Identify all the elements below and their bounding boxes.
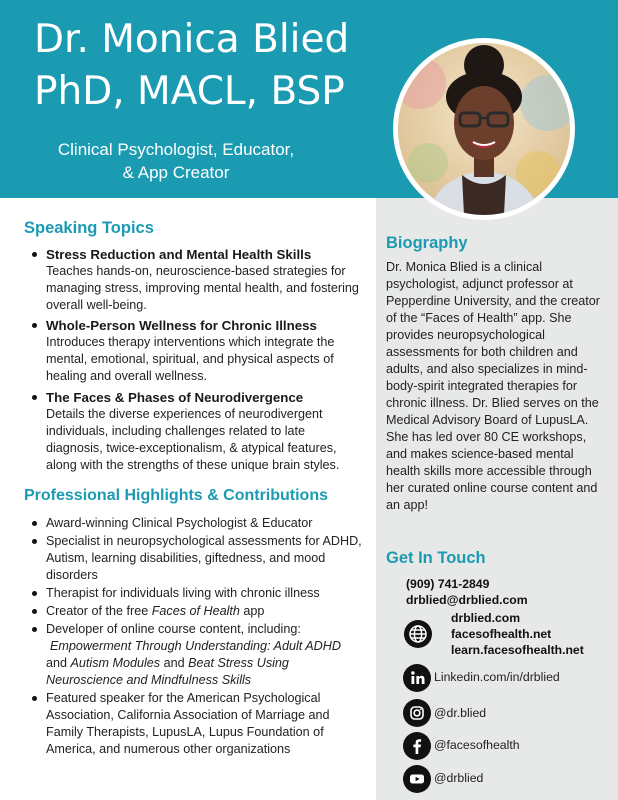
- course-title: Autism Modules: [70, 656, 161, 670]
- phone-number[interactable]: (909) 741-2849: [406, 577, 490, 591]
- get-in-touch-heading: Get In Touch: [386, 549, 486, 567]
- course-title: Empowerment Through Understanding: Adult ADHD: [50, 639, 341, 653]
- instagram-link[interactable]: @dr.blied: [434, 706, 487, 720]
- highlights-list: [32, 515, 364, 759]
- topic-description: Teaches hands-on, neuroscience-based strategies for managing stress, improving mental health, and fostering overall well-being.: [46, 264, 359, 312]
- topic-item: [32, 317, 364, 385]
- topic-title: The Faces & Phases of Neurodivergence: [32, 389, 364, 406]
- speaking-topics-heading: Speaking Topics: [24, 219, 154, 237]
- list-item-text: app: [239, 604, 265, 618]
- list-item: Therapist for individuals living with chronic illness: [32, 585, 364, 602]
- subtitle-line-2: & App Creator: [122, 163, 230, 182]
- email-link[interactable]: drblied@drblied.com: [406, 593, 528, 607]
- youtube-icon[interactable]: [403, 765, 431, 793]
- topic-title: Whole-Person Wellness for Chronic Illness: [32, 317, 364, 334]
- website-link[interactable]: drblied.com: [451, 611, 521, 625]
- highlights-heading: Professional Highlights & Contributions: [24, 487, 328, 504]
- website-link[interactable]: facesofhealth.net: [451, 627, 552, 641]
- facebook-link[interactable]: @facesofhealth: [434, 738, 520, 752]
- app-name: Faces of Health: [151, 604, 240, 618]
- subtitle-line-1: Clinical Psychologist, Educator,: [57, 140, 295, 159]
- list-item: [32, 621, 364, 689]
- youtube-link[interactable]: @drblied: [434, 771, 484, 785]
- page-title: Dr. Monica Blied: [34, 17, 350, 62]
- topic-item: [32, 246, 364, 314]
- linkedin-icon[interactable]: [403, 664, 431, 692]
- globe-icon: [404, 620, 432, 648]
- biography-text: Dr. Monica Blied is a clinical psychologist, adjunct professor at Pepperdine University, and the creator of the “Faces of Health” app. She provides neuropsychological assessments for both children and adults, and also specializes in mind-body-spirit integrated therapies for chronic illness. Dr. Blied serves on the Medical Advisory Board of LupusLA. She has led over 80 CE workshops, and makes science-based mental health skills more accessible through her curated online course content and an app!: [386, 260, 600, 512]
- topic-item: [32, 389, 364, 474]
- instagram-icon[interactable]: [403, 699, 431, 727]
- list-item: Award-winning Clinical Psychologist & Educator: [32, 515, 364, 532]
- topic-description: Introduces therapy interventions which integrate the mental, emotional, spiritual, and physical aspects of healing and overall wellness.: [46, 335, 335, 383]
- list-item: [32, 603, 364, 620]
- list-item-text: and: [160, 656, 189, 670]
- list-item: Featured speaker for the American Psychological Association, California Association of Marriage and Family Therapists, LupusLA, Lupus Foundation of America, and numerous other organizations: [32, 690, 364, 758]
- list-item-text: and: [46, 656, 71, 670]
- profile-photo: [393, 38, 575, 220]
- website-link[interactable]: learn.facesofhealth.net: [451, 643, 584, 657]
- course-title: Beat Stress Using Neuroscience and Mindfulness Skills: [46, 656, 289, 687]
- list-item-text: Creator of the free: [46, 604, 152, 618]
- list-item: Specialist in neuropsychological assessments for ADHD, Autism, learning disabilities, giftedness, and mood disorders: [32, 533, 364, 584]
- linkedin-link[interactable]: Linkedin.com/in/drblied: [434, 670, 560, 684]
- topic-title: Stress Reduction and Mental Health Skills: [32, 246, 364, 263]
- topic-description: Details the diverse experiences of neurodivergent individuals, including challenges related to late diagnosis, twice-exceptionalism, & atypical features, along with the strengths of these unique brain styles.: [46, 407, 340, 472]
- credentials: PhD, MACL, BSP: [34, 69, 345, 114]
- list-item-text: Developer of online course content, including:: [46, 622, 301, 636]
- biography-heading: Biography: [386, 234, 468, 252]
- facebook-icon[interactable]: [403, 732, 431, 760]
